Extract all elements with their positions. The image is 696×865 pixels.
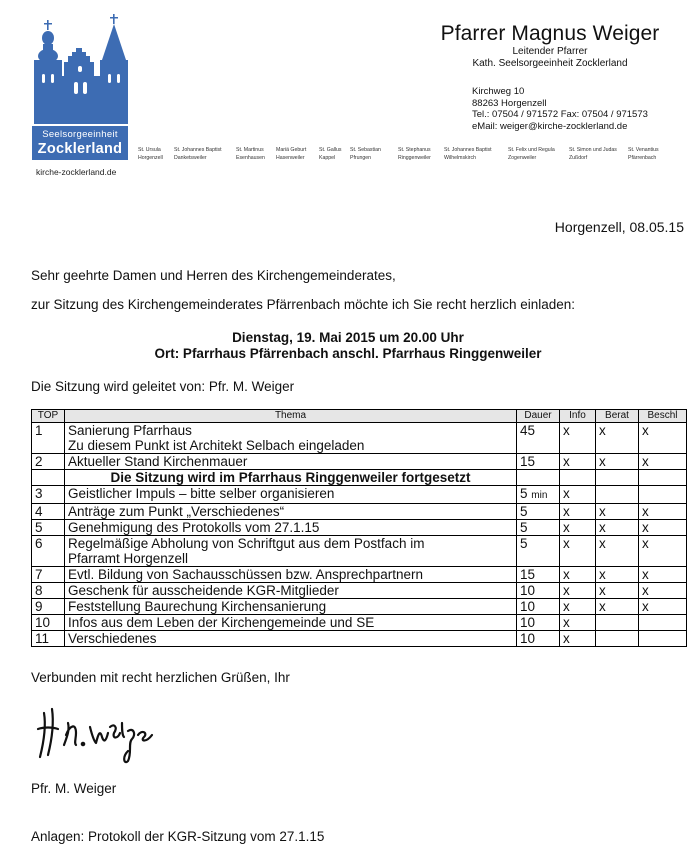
sender-unit: Kath. Seelsorgeeinheit Zocklerland xyxy=(472,58,628,69)
attachments-line: Anlagen: Protokoll der KGR-Sitzung vom 27.1.15 xyxy=(31,829,325,844)
logo-url: kirche-zocklerland.de xyxy=(36,167,117,177)
parish-item: St. Johannes Baptist Wilhelmskirch xyxy=(444,147,492,161)
parish-item: St. Ursula Horgenzell xyxy=(138,147,163,161)
letter-date: Horgenzell, 08.05.15 xyxy=(554,219,684,235)
logo-wordmark xyxy=(32,126,128,160)
parish-item: Mariä Geburt Hasenweiler xyxy=(276,147,307,161)
meeting-place: Ort: Pfarrhaus Pfärrenbach anschl. Pfarrhaus Ringgenweiler xyxy=(154,346,542,361)
church-towers-icon xyxy=(32,14,128,126)
parish-item: St. Gallus Kappel xyxy=(319,147,342,161)
address-email: eMail: weiger@kirche-zocklerland.de xyxy=(472,120,628,132)
sender-role: Leitender Pfarrer xyxy=(512,46,588,57)
sender-address xyxy=(472,86,648,132)
col-thema: Thema xyxy=(65,410,517,423)
table-row: 11 Verschiedenes 10 x xyxy=(32,631,687,647)
location-change-note: Die Sitzung wird im Pfarrhaus Ringgenweiler fortgesetzt xyxy=(65,470,517,486)
parish-item: St. Stephanus Ringgenweiler xyxy=(398,147,431,161)
sender-block xyxy=(420,22,680,70)
col-info: Info xyxy=(560,410,596,423)
meeting-date: Dienstag, 19. Mai 2015 um 20.00 Uhr xyxy=(232,330,464,345)
logo-line2: Zocklerland xyxy=(37,141,123,157)
table-subheading-row xyxy=(32,470,687,486)
col-dauer: Dauer xyxy=(517,410,560,423)
address-street: Kirchweg 10 xyxy=(472,86,525,97)
salutation: Sehr geehrte Damen und Herren des Kirchengemeinderates, xyxy=(31,268,396,283)
parish-item: St. Sebastian Pfrungen xyxy=(350,147,381,161)
signature-name: Pfr. M. Weiger xyxy=(31,781,117,796)
address-city: 88263 Horgenzell xyxy=(472,97,547,109)
table-row: 7 Evtl. Bildung von Sachausschüssen bzw. Ansprechpartnern 15 x x x xyxy=(32,567,687,583)
col-beschl: Beschl xyxy=(639,410,687,423)
col-berat: Berat xyxy=(596,410,639,423)
sender-name: Pfarrer Magnus Weiger xyxy=(440,22,660,45)
table-row: 9 Feststellung Baurechung Kirchensanierung 10 x x x xyxy=(32,599,687,615)
parish-item: St. Venantius Pfärrenbach xyxy=(628,147,659,161)
table-row: 4 Anträge zum Punkt „Verschiedenes“ 5 x x x xyxy=(32,504,687,520)
address-phone: Tel.: 07504 / 971572 Fax: 07504 / 971573 xyxy=(472,109,648,120)
table-row: 6 Regelmäßige Abholung von Schriftgut aus dem Postfach im Pfarramt Horgenzell 5 x x x xyxy=(32,536,687,567)
chair-line: Die Sitzung wird geleitet von: Pfr. M. Weiger xyxy=(31,379,295,394)
col-top: TOP xyxy=(32,410,65,423)
parish-list xyxy=(138,147,674,167)
intro-text: zur Sitzung des Kirchengemeinderates Pfärrenbach möchte ich Sie recht herzlich einladen: xyxy=(31,297,576,312)
table-row: 3 Geistlicher Impuls – bitte selber organisieren 5 min x xyxy=(32,486,687,504)
table-header-row xyxy=(32,410,687,423)
table-row: 8 Geschenk für ausscheidende KGR-Mitglieder 10 x x x xyxy=(32,583,687,599)
table-row: 10 Infos aus dem Leben der Kirchengemeinde und SE 10 x xyxy=(32,615,687,631)
table-row: 2 Aktueller Stand Kirchenmauer 15 x x x xyxy=(32,454,687,470)
handwritten-signature xyxy=(36,705,176,770)
parish-item: St. Martinus Esenhausen xyxy=(236,147,265,161)
parish-item: St. Simon und Judas Zußdorf xyxy=(569,147,617,161)
table-row: 1 Sanierung Pfarrhaus Zu diesem Punkt ist Architekt Selbach eingeladen 45 x x x xyxy=(32,423,687,454)
parish-item: St. Johannes Baptist Danketsweiler xyxy=(174,147,222,161)
table-row: 5 Genehmigung des Protokolls vom 27.1.15 5 x x x xyxy=(32,520,687,536)
closing-line: Verbunden mit recht herzlichen Grüßen, Ihr xyxy=(31,670,290,685)
parish-item: St. Felix und Regula Zogenweiler xyxy=(508,147,555,161)
signature-icon xyxy=(36,705,176,765)
agenda-table xyxy=(31,409,687,647)
parish-logo xyxy=(32,14,128,126)
logo-line1: Seelsorgeeinheit xyxy=(42,129,118,140)
